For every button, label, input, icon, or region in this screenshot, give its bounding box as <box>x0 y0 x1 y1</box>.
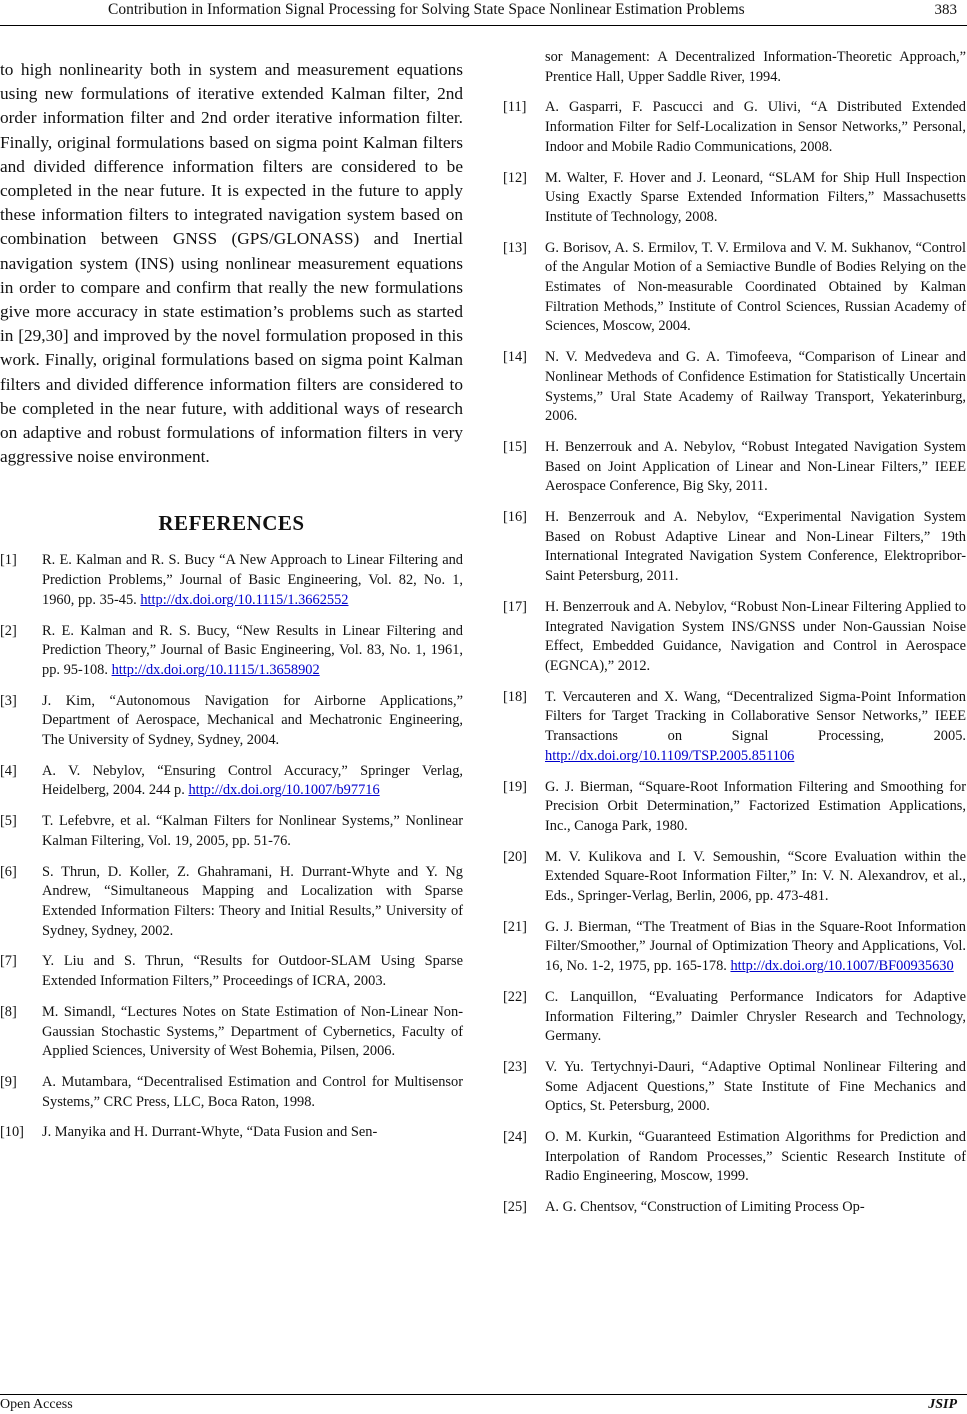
reference-body <box>42 1003 463 1062</box>
reference-number: [1] <box>0 552 17 569</box>
reference-number: [25] <box>503 1199 527 1216</box>
reference-item <box>0 1123 463 1143</box>
reference-item <box>503 169 966 228</box>
reference-body <box>545 239 966 338</box>
reference-number: [16] <box>503 509 527 526</box>
reference-body <box>42 1123 463 1143</box>
reference-number: [11] <box>503 99 527 116</box>
reference-text: V. Yu. Tertychnyi-Dauri, “Adaptive Optimal Nonlinear Filtering and Some Adjacent Questions,” State Institute of Fine Mechanics and Optics, St. Petersburg, 2000. <box>545 1058 966 1115</box>
reference-body <box>545 778 966 837</box>
reference-text: O. M. Kurkin, “Guaranteed Estimation Algorithms for Prediction and Interpolation of Random Processes,” Scientic Research Institute of Radio Engineering, Moscow, 1999. <box>545 1129 966 1185</box>
reference-item <box>503 98 966 157</box>
reference-item <box>503 598 966 677</box>
reference-text: C. Lanquillon, “Evaluating Performance Indicators for Adaptive Information Filtering,” Daimler Chrysler Research and Technology, Germany. <box>545 988 966 1045</box>
reference-number: [14] <box>503 349 527 366</box>
reference-body <box>545 988 966 1047</box>
reference-number <box>503 48 545 87</box>
reference-body <box>545 98 966 157</box>
reference-text: Y. Liu and S. Thrun, “Results for Outdoor-SLAM Using Sparse Extended Information Filters,” Proceedings of ICRA, 2003. <box>42 953 463 990</box>
reference-text: G. J. Bierman, “The Treatment of Bias in the Square-Root Information Filter/Smoother,” Journal of Optimization Theory and Applications, Vol. 16, No. 1-2, 1975, pp. 165-178. <box>545 918 966 975</box>
reference-body <box>545 438 966 497</box>
reference-body <box>42 622 463 681</box>
reference-text: G. J. Bierman, “Square-Root Information Filtering and Smoothing for Precision Orbit Determination,” Factorized Estimation Applications, Inc., Canoga Park, 1980. <box>545 778 966 834</box>
reference-body <box>545 598 966 677</box>
reference-number: [17] <box>503 598 527 615</box>
reference-item <box>0 692 463 751</box>
reference-number: [12] <box>503 169 527 186</box>
doi-link[interactable]: http://dx.doi.org/10.1007/BF00935630 <box>730 958 954 975</box>
running-title: Contribution in Information Signal Processing for Solving State Space Nonlinear Estimation Problems <box>108 1 745 18</box>
reference-body <box>545 48 966 87</box>
doi-link[interactable]: http://dx.doi.org/10.1007/b97716 <box>188 782 380 799</box>
reference-number: [24] <box>503 1129 527 1146</box>
reference-item <box>503 1058 966 1117</box>
reference-text: M. Simandl, “Lectures Notes on State Estimation of Non-Linear Non-Gaussian Stochastic Systems,” Department of Cybernetics, Faculty of Applied Sciences, University of West Bohemia, Pilsen, 2006. <box>42 1003 463 1060</box>
reference-number: [20] <box>503 848 527 865</box>
reference-item <box>503 848 966 907</box>
reference-body <box>545 169 966 228</box>
reference-number: [19] <box>503 778 527 795</box>
reference-body <box>545 848 966 907</box>
reference-item <box>503 48 966 87</box>
reference-text: H. Benzerrouk and A. Nebylov, “Experimental Navigation System Based on Robust Adaptive Linear and Non-Linear Filters,” 19th International Integrated Navigation System Conference, Elektropribor-Saint Petersburg, 2011. <box>545 509 966 585</box>
reference-text: A. Mutambara, “Decentralised Estimation and Control for Multisensor Systems,” CRC Press, LLC, Boca Raton, 1998. <box>42 1073 463 1110</box>
reference-item <box>503 778 966 837</box>
page-header <box>0 0 967 26</box>
reference-text: M. Walter, F. Hover and J. Leonard, “SLAM for Ship Hull Inspection Using Exactly Sparse Extended Information Filters,” Massachusetts Institute of Technology, 2008. <box>545 169 966 225</box>
reference-number: [15] <box>503 438 527 455</box>
reference-body <box>545 1128 966 1187</box>
page-footer <box>0 1394 967 1414</box>
right-column <box>503 48 966 1229</box>
reference-text: A. V. Nebylov, “Ensuring Control Accuracy,” Springer Verlag, Heidelberg, 2004. 244 p. <box>42 762 463 799</box>
reference-number: [6] <box>0 863 17 880</box>
reference-item <box>503 918 966 977</box>
reference-item <box>0 1073 463 1112</box>
footer-rule <box>0 1394 967 1395</box>
footer-open-access: Open Access <box>0 1397 73 1412</box>
references-list-left <box>0 551 463 1143</box>
reference-text: A. G. Chentsov, “Construction of Limiting Process Op- <box>545 1199 865 1216</box>
references-list-right <box>503 48 966 1218</box>
reference-body <box>42 762 463 801</box>
reference-body <box>42 1073 463 1112</box>
reference-item <box>503 348 966 427</box>
reference-text: J. Manyika and H. Durrant-Whyte, “Data Fusion and Sen- <box>42 1124 378 1141</box>
reference-body <box>42 692 463 751</box>
reference-number: [9] <box>0 1073 17 1090</box>
page-number: 383 <box>934 2 957 18</box>
reference-number: [8] <box>0 1003 17 1020</box>
reference-body <box>545 1058 966 1117</box>
reference-number: [5] <box>0 813 17 830</box>
reference-item <box>0 551 463 610</box>
reference-number: [10] <box>0 1124 24 1141</box>
reference-number: [7] <box>0 953 17 970</box>
reference-item <box>503 438 966 497</box>
reference-body <box>545 918 966 977</box>
reference-item <box>0 863 463 942</box>
doi-link[interactable]: http://dx.doi.org/10.1115/1.3658902 <box>111 661 320 678</box>
reference-body <box>42 952 463 991</box>
reference-body <box>42 551 463 610</box>
reference-number: [4] <box>0 762 17 779</box>
reference-number: [18] <box>503 688 527 705</box>
reference-text: M. V. Kulikova and I. V. Semoushin, “Score Evaluation within the Extended Square-Root Information Filter,” In: V. N. Alexandrov, et al., Eds., Springer-Verlag, Berlin, 2006, pp. 473-481. <box>545 848 966 905</box>
reference-item <box>0 812 463 851</box>
reference-text: sor Management: A Decentralized Information-Theoretic Approach,” Prentice Hall, Upper Saddle River, 1994. <box>545 49 966 85</box>
references-heading: REFERENCES <box>158 511 305 536</box>
reference-item <box>0 762 463 801</box>
reference-text: H. Benzerrouk and A. Nebylov, “Robust Integated Navigation System Based on Joint Application of Linear and Non-Linear Filters,” IEEE Aerospace Conference, Big Sky, 2011. <box>545 438 966 495</box>
reference-number: [13] <box>503 239 527 256</box>
reference-text: T. Lefebvre, et al. “Kalman Filters for Nonlinear Systems,” Nonlinear Kalman Filtering, Vol. 19, 2005, pp. 51-76. <box>42 813 463 849</box>
reference-item <box>503 508 966 587</box>
reference-body <box>545 1198 966 1218</box>
reference-body <box>42 812 463 851</box>
reference-number: [3] <box>0 692 17 709</box>
reference-text: N. V. Medvedeva and G. A. Timofeeva, “Comparison of Linear and Nonlinear Methods of Confidence Estimation for Statistically Uncertain Systems,” Ural State Academy of Railway Transport, Yekaterinburg, 2006. <box>545 349 966 425</box>
reference-item <box>503 1128 966 1187</box>
reference-body <box>545 688 966 767</box>
reference-text: H. Benzerrouk and A. Nebylov, “Robust Non-Linear Filtering Applied to Integrated Navigation System INS/GNSS under Non-Gaussian Noise Effect, Embedded Guidance, Navigation and Control in Aerospace (EGNCA),” 2012. <box>545 598 966 674</box>
reference-number: [23] <box>503 1058 527 1075</box>
doi-link[interactable]: http://dx.doi.org/10.1115/1.3662552 <box>140 591 349 608</box>
reference-number: [2] <box>0 622 17 639</box>
reference-number: [22] <box>503 988 527 1005</box>
header-rule <box>0 25 967 26</box>
footer-journal: JSIP <box>928 1397 957 1412</box>
reference-body <box>545 348 966 427</box>
reference-body <box>545 508 966 587</box>
reference-item <box>0 622 463 681</box>
reference-item <box>0 1003 463 1062</box>
reference-item <box>503 239 966 338</box>
doi-link[interactable]: http://dx.doi.org/10.1109/TSP.2005.851106 <box>545 747 795 764</box>
conclusion-paragraph: to high nonlinearity both in system and measurement equations using new formulations of iterative extended Kalman filter, 2nd order information filter and 2nd order iterative information filter. Finally, original formulations based on sigma point Kalman filters and divided difference information filters are considered to be completed in the near future. It is expected in the future to apply these information filters to integrated navigation system based on combination between GNSS (GPS/GLONASS) and Inertial navigation system (INS) using nonlinear measurement equations in order to compare and confirm that really the new formulations give more accuracy in state estimation’s problems such as started in [29,30] and improved by the novel formulation proposed in this work. Finally, original formulations based on sigma point Kalman filters and divided difference information filters are considered to be completed in the near future, with additional ways of research on adaptive and robust formulations of information filters in very aggressive noise environment. <box>0 60 463 467</box>
reference-text: G. Borisov, A. S. Ermilov, T. V. Ermilova and V. M. Sukhanov, “Control of the Angular Motion of a Semiactive Bundle of Bodies Relying on the Estimates of Non-measurable Coordinated Obtained by Kalman Filtration Methods,” Institute of Control Sciences, Russian Academy of Sciences, Moscow, 2004. <box>545 239 966 335</box>
reference-text: S. Thrun, D. Koller, Z. Ghahramani, H. Durrant-Whyte and Y. Ng Andrew, “Simultaneous Mapping and Localization with Sparse Extended Information Filters: Theory and Initial Results,” University of Sydney, Sydney, 2002. <box>42 863 463 939</box>
left-column <box>0 58 463 1154</box>
reference-text: A. Gasparri, F. Pascucci and G. Ulivi, “A Distributed Extended Information Filter for Self-Localization in Sensor Networks,” Personal, Indoor and Mobile Radio Communications, 2008. <box>545 99 966 155</box>
reference-item <box>503 688 966 767</box>
reference-item <box>503 1198 966 1218</box>
reference-item <box>503 988 966 1047</box>
reference-text: R. E. Kalman and R. S. Bucy “A New Approach to Linear Filtering and Prediction Problems,” Journal of Basic Engineering, Vol. 82, No. 1, 1960, pp. 35-45. <box>42 552 463 608</box>
reference-body <box>42 863 463 942</box>
reference-text: J. Kim, “Autonomous Navigation for Airborne Applications,” Department of Aerospace, Mechanical and Mechatronic Engineering, The University of Sydney, Sydney, 2004. <box>42 692 463 749</box>
reference-number: [21] <box>503 918 527 935</box>
reference-item <box>0 952 463 991</box>
reference-text: T. Vercauteren and X. Wang, “Decentralized Sigma-Point Information Filters for Target Tracking in Collaborative Sensor Networks,” IEEE Transactions on Signal Processing, 2005. <box>545 688 966 745</box>
reference-text: R. E. Kalman and R. S. Bucy, “New Results in Linear Filtering and Prediction Theory,” Journal of Basic Engineering, Vol. 83, No. 1, 1961, pp. 95-108. <box>42 622 463 678</box>
